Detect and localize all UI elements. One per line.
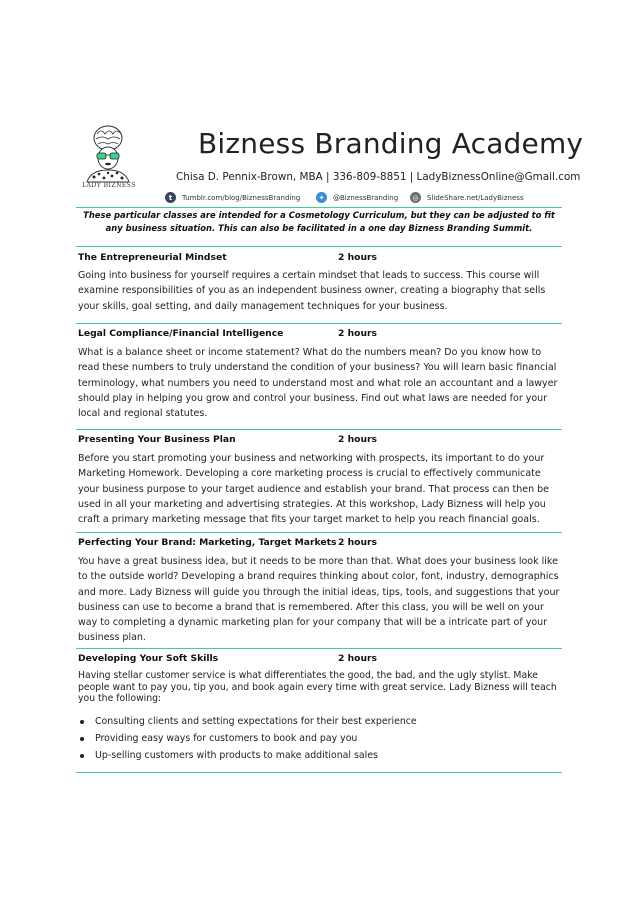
social-link-text: @BiznessBranding — [333, 193, 399, 202]
slideshare-icon: ◎ — [410, 192, 421, 203]
section-hours: 2 hours — [338, 328, 377, 339]
section-title: Developing Your Soft Skills — [78, 653, 219, 664]
logo-caption: LADY BIZNESS — [82, 182, 136, 189]
section-hours: 2 hours — [338, 434, 377, 445]
section-title: Presenting Your Business Plan — [78, 434, 236, 445]
section-body: Before you start promoting your business and networking with prospects, its important to do your Marketing Homework. Developing a core marketing process is crucial to effectively communicate your business purpose to your target audience and establish your brand. That process can then be used in all your marketing and advertising strategies. At this workshop, Lady Bizness will help you craft a primary marketing message that fits your target market to help you reach financial goals. — [78, 453, 549, 526]
page-title: Bizness Branding Academy — [198, 127, 584, 160]
section-title: Perfecting Your Brand: Marketing, Target Markets — [78, 537, 337, 548]
social-link-text: Tumblr.com/blog/BiznessBranding — [182, 193, 301, 202]
section-hours: 2 hours — [338, 537, 377, 548]
divider — [76, 648, 562, 649]
divider — [76, 532, 562, 533]
section-body: Having stellar customer service is what differentiates the good, the bad, and the ugly stylist. Make people want to pay you, tip you, and book again every time with great service. Lady Bizness will teach you the following: — [78, 670, 557, 705]
divider — [76, 429, 562, 430]
contact-line: Chisa D. Pennix-Brown, MBA | 336-809-8851 | LadyBiznessOnline@Gmail.com — [176, 171, 581, 183]
social-link-tumblr[interactable] — [165, 192, 300, 203]
section-title: Legal Compliance/Financial Intelligence — [78, 328, 284, 339]
section-body: You have a great business idea, but it needs to be more than that. What does your business look like to the outside world? Developing a brand requires thinking about color, font, industry, demographics and more. Lady Bizness will guide you through the initial ideas, tips, tools, and suggestions that your business can use to become a brand that is remembered. After this class, you will be well on your way to completing a dynamic marketing plan for your company that will be a intricate part of your business plan. — [78, 556, 560, 644]
list-item: Consulting clients and setting expectations for their best experience — [78, 713, 558, 730]
divider — [76, 207, 562, 208]
lady-bizness-logo — [79, 124, 137, 190]
divider — [76, 772, 562, 773]
skills-list — [78, 713, 558, 764]
section-title: The Entrepreneurial Mindset — [78, 252, 227, 263]
section-body: Going into business for yourself requires a certain mindset that leads to success. This course will examine responsibilities of you as an independent business owner, creating a biography that sells your skills, goal setting, and daily management techniques for your business. — [78, 270, 546, 312]
list-item: Providing easy ways for customers to book and pay you — [78, 730, 558, 747]
twitter-icon: ✦ — [316, 192, 327, 203]
social-link-slideshare[interactable] — [410, 192, 524, 203]
tumblr-icon: t — [165, 192, 176, 203]
section-hours: 2 hours — [338, 653, 377, 664]
section-hours: 2 hours — [338, 252, 377, 263]
list-item: Up-selling customers with products to make additional sales — [78, 747, 558, 764]
social-link-twitter[interactable] — [316, 192, 398, 203]
divider — [76, 246, 562, 247]
social-link-text: SlideShare.net/LadyBizness — [427, 193, 524, 202]
section-body: What is a balance sheet or income statement? What do the numbers mean? Do you know how to read these numbers to truly understand the condition of your business? You will learn basic financial terminology, what numbers you need to understand most and what role an accountant and a lawyer should play in helping you grow and control your business. Find out what laws are needed for your local and regional statutes. — [78, 347, 558, 420]
divider — [76, 323, 562, 324]
intro-note: These particular classes are intended for a Cosmetology Curriculum, but they can be adjusted to fit any business situation. This can also be facilitated in a one day Bizness Branding Summit. — [83, 210, 555, 233]
